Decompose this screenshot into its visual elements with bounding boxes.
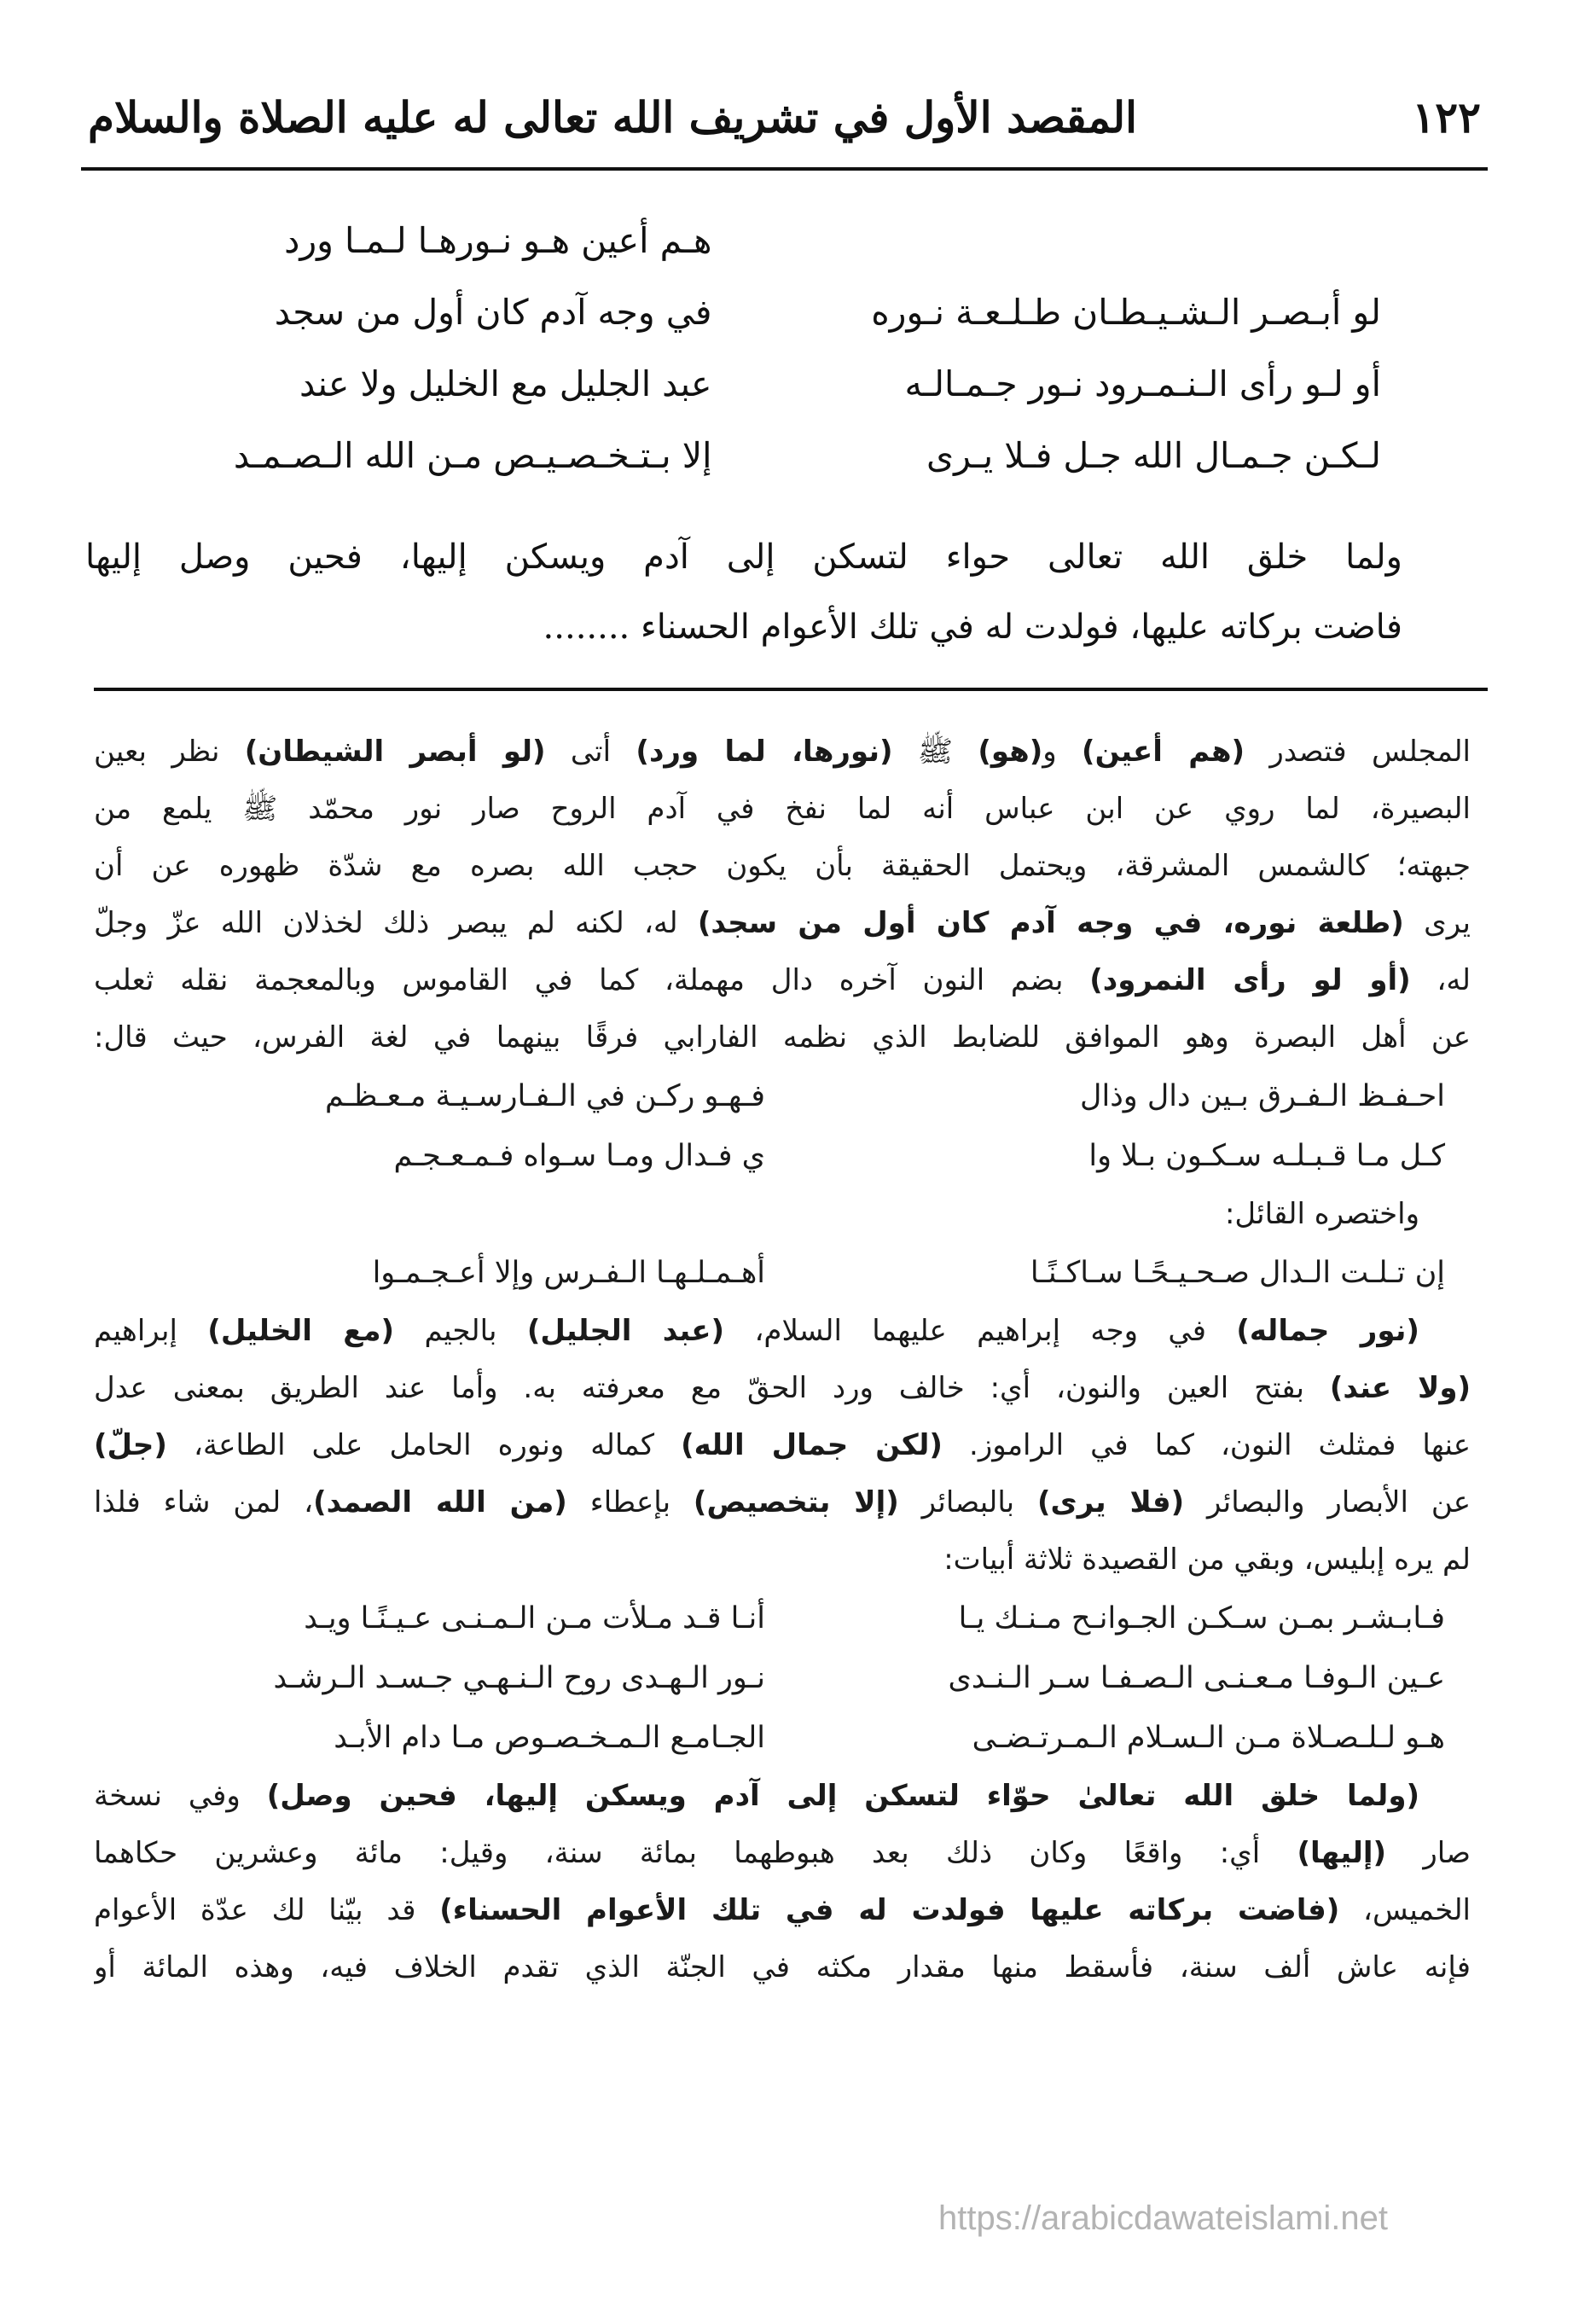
text-run: كماله ونوره الحامل على الطاعة، [166,1428,682,1462]
verse-first-half: لو أبـصـر الـشـيـطـان طـلـعـة نـوره [871,292,1381,333]
commentary-line [94,895,1471,952]
text-run: يرى [1403,906,1471,940]
text-run: في وجه إبراهيم عليهما السلام، [724,1314,1237,1348]
quoted-matn: (من الله الصمد) [313,1485,567,1519]
quoted-matn: (هو) [978,735,1043,769]
section-separator [94,688,1488,691]
page-number: ١٢٢ [1412,92,1481,142]
text-run: أتى [545,735,636,769]
text-run: الخميس، [1339,1893,1471,1927]
quoted-matn: (عبد الجليل) [526,1314,725,1348]
commentary-line: واختصره القائل: [1224,1197,1419,1231]
quoted-matn: (نور جماله) [1236,1314,1419,1348]
text-run: صار [1386,1836,1471,1870]
text-run: نظر بعين [94,735,245,769]
verse-first-half: فـابـشـر بمـن سـكـن الجـوانـح مـنـك يـا [958,1601,1445,1636]
text-run: له، [1410,963,1471,997]
verse-second-half: أنـا قـد مـلأت مـن الـمـنـى عـيـنًـا ويـد [304,1601,765,1636]
quoted-matn: (لو أبصر الشيطان) [244,735,546,769]
commentary-line [94,1825,1471,1882]
commentary-line [94,1474,1471,1531]
quoted-matn: (فاضت بركاته عليها فولدت له في تلك الأعوام الحسناء) [439,1893,1340,1927]
verse-second-half: فـهـو ركـن في الـفـارسـيـة مـعـظـم [324,1079,765,1113]
commentary-line [94,1360,1471,1417]
verse-second-half: نـور الـهـدى روح الـنـهـي جـسـد الـرشـد [273,1661,765,1695]
cited-verse [94,1648,1471,1708]
poem-verse [94,420,1398,491]
verse-first-half: احـفـظ الـفـرق بـين دال وذال [1080,1079,1445,1113]
poem-verse [94,205,1398,276]
running-header [81,92,1488,160]
matn-line: فاضت بركاته عليها، فولدت له في تلك الأعوام الحسناء ........ [543,607,1402,647]
header-rule [81,167,1488,171]
verse-second-half: عبد الجليل مع الخليل ولا عند [299,363,712,404]
text-run: قد بيّنا لك عدّة الأعوام [94,1893,440,1927]
verse-first-half: لـكـن جـمـال الله جـل فـلا يـرى [926,435,1381,476]
poem-block [94,205,1398,491]
salawat-glyph: ﷺ [892,735,978,769]
commentary-line [94,1303,1471,1360]
commentary-line: عن أهل البصرة وهو الموافق للضابط الذي نظمه الفارابي فرقًا بينهما في لغة الفرس، حيث قال: [94,1020,1471,1055]
quoted-matn: (فلا يرى) [1037,1485,1185,1519]
text-run: بفتح العين والنون، أي: خالف ورد الحقّ مع معرفته به. وأما عند الطريق بمعنى عدل [94,1371,1330,1405]
commentary-line: لم يره إبليس، وبقي من القصيدة ثلاثة أبيات: [943,1543,1471,1577]
running-title: المقصد الأول في تشريف الله تعالى له عليه الصلاة والسلام [88,92,1138,142]
quoted-matn: (إليها) [1297,1836,1387,1870]
text-run: بالجيم [394,1314,527,1348]
cited-verse [94,1589,1471,1648]
verse-first-half: كـل مـا قـبـلـه سـكـون بـلا وا [1088,1139,1445,1173]
text-run: بإعطاء [566,1485,694,1519]
quoted-matn: (ولا عند) [1329,1371,1471,1405]
text-run: إبراهيم [94,1314,208,1348]
commentary-line: فإنه عاش ألف سنة، فأسقط منها مقدار مكثه في الجنّة الذي تقدم الخلاف فيه، وهذه المائة أو [94,1950,1471,1984]
commentary-line [94,1882,1471,1939]
text-run: له، لكنه لم يبصر ذلك لخذلان الله عزّ وجلّ [94,906,698,940]
cited-verse [94,1708,1471,1768]
verse-second-half: الجـامـع الـمـخـصـوص مـا دام الأبـد [334,1721,765,1755]
poem-verse [94,276,1398,348]
text-run: عنها فمثلث النون، كما في الراموز. [942,1428,1471,1462]
text-run: بالبصائر [898,1485,1038,1519]
quoted-matn: (هم أعين) [1082,735,1245,769]
quoted-matn: (أو لو رأى النمرود) [1089,963,1411,997]
commentary-line [94,723,1471,781]
commentary-line [94,1417,1471,1474]
verse-first-half: عـين الـوفـا مـعـنـى الـصـفـا سـر الـنـدى [948,1661,1445,1695]
text-run: أي: واقعًا وكان ذلك بعد هبوطهما بمائة سنة، وقيل: مائة وعشرين حكاهما [94,1836,1297,1870]
verse-first-half: هـو لـلـصـلاة مـن الـسـلام الـمـرتـضـى [972,1721,1445,1755]
text-run: ، لمن شاء فلذا [94,1485,314,1519]
cited-verse [94,1126,1471,1186]
verse-second-half: ي فـدال ومـا سـواه فـمـعـجـم [393,1139,765,1173]
commentary-line [94,1768,1471,1825]
cited-verse [94,1066,1471,1126]
text-run: بضم النون آخره دال مهملة، كما في القاموس وبالمعجمة نقله ثعلب [94,963,1090,997]
commentary-line: البصيرة، لما روي عن ابن عباس أنه لما نفخ في آدم الروح صار نور محمّد ﷺ يلمع من [94,792,1471,826]
poem-verse [94,348,1398,420]
text-run: المجلس فتصدر [1245,735,1471,769]
verse-first-half: إن تـلـت الـدال صـحـيـحًـا سـاكـنًـا [1030,1256,1445,1290]
quoted-matn: (مع الخليل) [207,1314,395,1348]
watermark-url: https://arabicdawateislami.net [938,2199,1388,2237]
matn-prose [85,522,1402,662]
quoted-matn: (ولما خلق الله تعالىٰ حوّاء لتسكن إلى آدم ويسكن إليها، فحين وصل) [266,1779,1419,1813]
text-run: عن الأبصار والبصائر [1184,1485,1471,1519]
text-run: و [1042,735,1083,769]
verse-first-half: أو لـو رأى الـنـمـرود نـور جـمـالـه [904,363,1381,404]
matn-line: ولما خلق الله تعالى حواء لتسكن إلى آدم ويسكن إليها، فحين وصل إليها [85,537,1402,577]
commentary-block [94,723,1471,1996]
cited-verse [94,1243,1471,1303]
commentary-line: جبهته؛ كالشمس المشرقة، ويحتمل الحقيقة بأن يكون حجب الله بصره مع شدّة ظهوره عن أن [94,849,1471,883]
verse-second-half: في وجه آدم كان أول من سجد [274,292,712,333]
quoted-matn: (جلّ) [94,1428,167,1462]
quoted-matn: (طلعة نوره، في وجه آدم كان أول من سجد) [697,906,1404,940]
quoted-matn: (نورها، لما ورد) [636,735,893,769]
quoted-matn: (إلا بتخصيص) [693,1485,899,1519]
verse-second-half: أهـمـلـهـا الـفـرس وإلا أعـجـمـوا [372,1256,765,1290]
quoted-matn: (لكن جمال الله) [681,1428,943,1462]
commentary-line [94,952,1471,1009]
text-run: وفي نسخة [94,1779,267,1813]
verse-second-half: هـم أعين هـو نـورهـا لـمـا ورد [284,220,712,261]
verse-second-half: إلا بـتـخـصـيـص مـن الله الـصـمـد [233,435,712,476]
